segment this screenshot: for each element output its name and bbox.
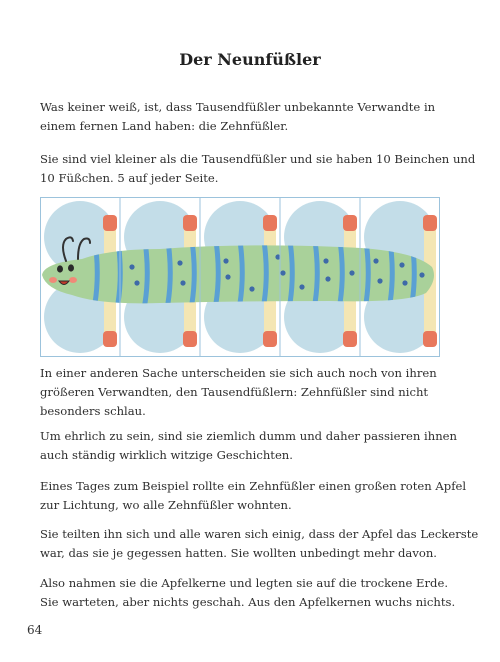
paragraph-7 (40, 574, 480, 612)
body-spot (129, 264, 134, 269)
body-spot (419, 272, 424, 277)
body-spot (373, 258, 378, 263)
centipede-body (42, 245, 434, 303)
text-line: größeren Verwandten, den Tausendfüßlern: Zehnfüßler sind nicht (40, 385, 429, 399)
paragraph-2 (40, 150, 480, 188)
paragraph-6 (40, 525, 480, 563)
centipede-foot (423, 331, 437, 347)
text-line: war, das sie je gegessen hatten. Sie wollten unbedingt mehr davon. (40, 546, 437, 560)
paragraph-3 (40, 364, 480, 421)
centipede-foot (343, 331, 357, 347)
text-line: Sie sind viel kleiner als die Tausendfüßler und sie haben 10 Beinchen und (40, 152, 476, 166)
page-title: Der Neunfüßler (179, 50, 321, 69)
body-spot (325, 276, 330, 281)
text-line: Sie warteten, aber nichts geschah. Aus den Apfelkernen wuchs nichts. (40, 595, 456, 609)
body-spot (223, 258, 228, 263)
cheek (49, 277, 57, 283)
text-line: einem fernen Land haben: die Zehnfüßler. (40, 119, 289, 133)
text-line: auch ständig wirklich witzige Geschichten. (40, 448, 293, 462)
body-spot (180, 280, 185, 285)
centipede-foot (183, 331, 197, 347)
text-line: In einer anderen Sache unterscheiden sie sich auch noch von ihren (40, 366, 437, 380)
text-line: Eines Tages zum Beispiel rollte ein Zehnfüßler einen großen roten Apfel (40, 479, 467, 493)
paragraph-4 (40, 427, 480, 465)
text-line: zur Lichtung, wo alle Zehnfüßler wohnten. (40, 498, 292, 512)
page-number: 64 (27, 623, 43, 637)
text-line: Sie teilten ihn sich und alle waren sich einig, dass der Apfel das Leckerste (40, 527, 479, 541)
body-spot (323, 258, 328, 263)
centipede-foot (343, 215, 357, 231)
body-spot (177, 260, 182, 265)
paragraph-5 (40, 477, 480, 515)
body-spot (280, 270, 285, 275)
eye (57, 265, 63, 272)
body-spot (134, 280, 139, 285)
centipede-foot (183, 215, 197, 231)
text-line: Also nahmen sie die Apfelkerne und legten sie auf die trockene Erde. (40, 576, 449, 590)
body-spot (349, 270, 354, 275)
body-spot (249, 286, 254, 291)
text-line: 10 Füßchen. 5 auf jeder Seite. (40, 171, 219, 185)
text-line: Was keiner weiß, ist, dass Tausendfüßler unbekannte Verwandte in (40, 100, 436, 114)
text-line: besonders schlau. (40, 404, 146, 418)
body-spot (299, 284, 304, 289)
centipede-foot (423, 215, 437, 231)
eye (68, 264, 74, 271)
centipede-foot (263, 215, 277, 231)
body-spot (402, 280, 407, 285)
text-line: Um ehrlich zu sein, sind sie ziemlich dumm und daher passieren ihnen (40, 429, 457, 443)
centipede-foot (103, 331, 117, 347)
paragraph-1 (40, 98, 480, 136)
centipede-foot (263, 331, 277, 347)
centipede-illustration (40, 197, 440, 357)
body-spot (399, 262, 404, 267)
cheek (69, 277, 77, 283)
body-spot (225, 274, 230, 279)
centipede-foot (103, 215, 117, 231)
body-spot (377, 278, 382, 283)
